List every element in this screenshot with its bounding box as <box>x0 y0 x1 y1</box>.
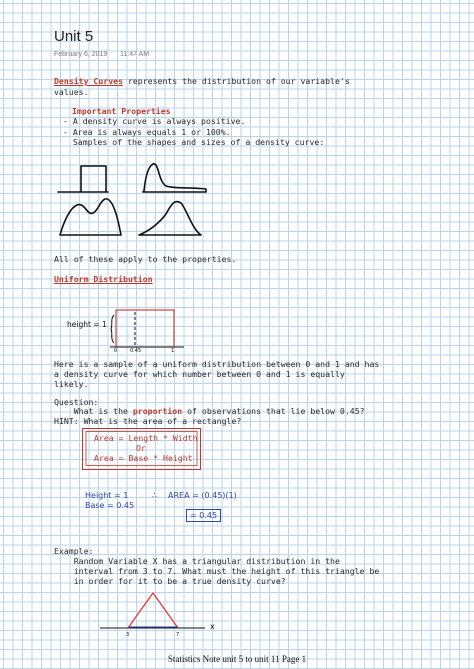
work-area: AREA = (0.45)(1) <box>168 491 237 500</box>
example-line1: Random Variable X has a triangular distribution in the <box>54 556 340 566</box>
density-curve-sketches <box>55 155 215 247</box>
formula-base-height: Area = Base * Height <box>94 453 193 463</box>
page-footer: Statistics Note unit 5 to unit 11 Page 1 <box>167 654 307 664</box>
therefore-symbol: ∴ <box>152 491 158 500</box>
note-date: February 6, 2019 <box>54 51 108 58</box>
uniform-desc-line3: likely. <box>54 379 89 389</box>
uniform-desc-line1: Here is a sample of a uniform distribution between 0 and 1 and has <box>54 359 380 369</box>
uniform-tick-045: 0.45 <box>130 348 142 354</box>
formula-length-width: Area = Length * Width <box>94 433 198 443</box>
sketch-right-skewed <box>143 164 206 192</box>
property-positive: - A density curve is always positive. <box>63 116 246 126</box>
sketch-uniform <box>58 166 108 192</box>
triangle-sketch <box>95 588 220 638</box>
work-height: Height = 1 <box>85 491 129 500</box>
important-properties-heading: Important Properties <box>72 106 171 116</box>
sketch-bimodal <box>60 199 121 235</box>
uniform-tick-0: 0 <box>114 348 118 354</box>
density-intro-line1: Density Curves represents the distribution of our variable's <box>54 76 350 86</box>
triangle-tick-3: 3 <box>126 632 130 638</box>
work-result-box: = 0.45 <box>186 509 221 522</box>
property-area: - Area is always equals 1 or 100%. <box>63 127 231 137</box>
samples-caption: Samples of the shapes and sizes of a density curve: <box>63 137 325 147</box>
uniform-desc-line2: a density curve for which number between 0 and 1 is equally <box>54 369 345 379</box>
density-intro-line2: values. <box>54 87 89 97</box>
example-label: Example: <box>54 546 94 556</box>
uniform-heading: Uniform Distribution <box>54 274 153 284</box>
question-text: What is the proportion of observations that lie below 0.45? <box>54 406 365 416</box>
example-line3: in order for it to be a true density curve? <box>54 576 286 586</box>
hint-text: HINT: What is the area of a rectangle? <box>54 416 242 426</box>
uniform-tick-1: 1 <box>171 348 175 354</box>
sketch-left-skewed <box>139 201 201 235</box>
proportion-emphasis: proportion <box>132 406 183 416</box>
triangle-tick-7: 7 <box>176 632 180 638</box>
question-label: Question: <box>54 397 99 407</box>
apply-all-text: All of these apply to the properties. <box>54 254 237 264</box>
height-label: height = 1 <box>67 320 107 329</box>
triangle-axis-x: x <box>210 622 215 631</box>
page-title: Unit 5 <box>54 28 94 45</box>
work-base: Base = 0.45 <box>85 501 135 510</box>
density-curves-term: Density Curves <box>54 76 124 86</box>
example-line2: interval from 3 to 7. What must the height of this triangle be <box>54 566 380 576</box>
note-time: 11:47 AM <box>120 51 150 58</box>
formula-or: Or <box>136 443 146 453</box>
